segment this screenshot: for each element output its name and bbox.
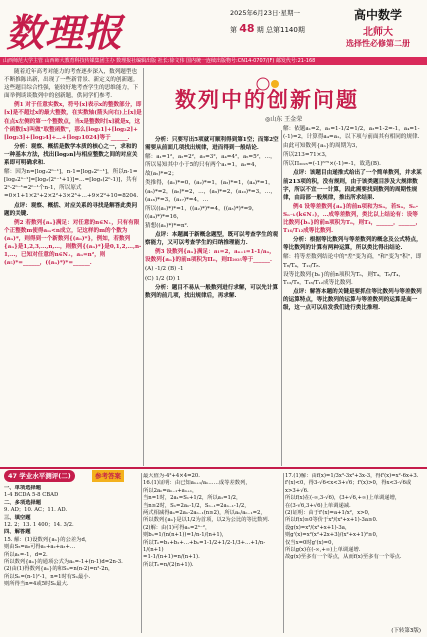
paragraph: 则所得当n=4或5时Sₙ最大. [4,581,69,588]
column-divider [141,473,142,633]
paragraph: 所以Tₙ=b₁+b₂+…+bₙ=1-1/2+1/2-1/3+…+1/n-1/(n+1) [143,539,266,554]
answer-column-3 [285,473,423,635]
answer-column-1 [4,485,139,635]
paragraph: 分析：观察、概括是数学本质的核心之一，求和的一种基本方法，找出[log₂n]与相应整数之间的对应关系即可明确求和. [4,143,138,167]
paragraph: 所以a₁=-1，d=2. [4,551,48,558]
paragraph: 则g'(x)=x²(x²+2x+3)/(x²+x+1)²≥0， [285,532,382,539]
paragraph: 类推得，(a₁)*=0，(a₂)*=1，(a₃)*=1，(a₄)*=1，(a₅)*=2，(a₆)*=2，…，(a₉)*=2，(a₁₀)*=3，…，(a₁₆)*=3，(a₁₇)*=4，… [145,180,276,203]
paragraph: 分析：只要写出5项就可顺利得到第1空；而第2空需要从前面几项找出规律，进而得到一般结论. [145,137,279,152]
paragraph: 所以数列{aₙ}的通项公式为aₙ=-1+(n-1)d=2n-3. [4,559,123,566]
paragraph: 1-4 BCDA 5-8 CBAD [4,492,59,499]
newspaper-logo: 数理报 [6,11,124,55]
paragraph: 由此可知数列{aₙ}的周期为3， [283,143,361,150]
paragraph: 所以数列{aₙ}是以1/2为首项，以2为公比的等比数列. [143,517,270,524]
paragraph: 设g(x)=x³/(x²+x+1)-3a， [285,524,351,531]
paragraph: 在(3-√6,3+√6)上单调递减. [285,502,351,509]
issue-no: 48 [239,22,255,35]
paragraph: 所以f(x)在(-∞,3-√6)，(3+√6,+∞)上单调递增， [285,495,401,502]
continued-note: (下转第3版) [391,628,421,634]
paragraph: 则由S₅=a₈可得a₁+a₂+a₃+… [4,544,76,551]
paragraph: 点评：该题目由递推式给出了一个简单数列，并求某前213项的积，没有规则，由于该类题目涉及大规律数字，所以不宜一一计算，因此需要找到数列的周期性规律，由局部一般规律，推出所求结果. [283,170,422,201]
paragraph: 解：a₁=1²，a₂=2²，a₃=3²，a₄=4²，a₅=5²，…，所以易知其中小于5的只有两个a₁=1，a₂=4， [145,154,276,169]
paragraph: 四、解答题 [4,529,31,536]
paragraph: 解：依题a₁=2，a₂=1-1/2=1/2，a₃=1-2=-1，a₄=1-(-1)=2，计算得a₄=a₁，以下项与前面其有相同的规律. [283,126,420,141]
paragraph: 15. 解：(1)设数列{aₙ}的公差为d， [4,536,91,543]
article-title: 数列中的创新问题 [175,88,359,112]
paragraph: 点评：观察、概括、对应关系的寻找是解答此类问题的关键. [4,202,138,217]
article-column-3 [283,125,423,466]
paragraph: 最大值为-4²+4×4=20. [143,473,200,479]
paragraph: 三、填空题 [4,514,31,521]
article-title-block [175,84,385,124]
paragraph: =1-1/(n+1)=n/(n+1). [143,554,200,561]
column-divider [143,68,144,466]
paragraph: 所以213=71×3， [283,152,331,159]
paragraph: (A) -1/2 (B) -1 [145,266,184,273]
issue-suffix: 期 总第1140期 [256,26,305,34]
paragraph: 分析：题目不易从一般数列进行求解，可以先计算数列的前几项，找出规律后，再求解. [145,284,279,299]
paragraph: (2)由(1)得数列{aₙ}的和Sₙ=n(n-2)=n²-2n， [4,566,114,573]
paragraph: 仅当x=0时g'(x)=0， [285,539,337,546]
paragraph: 例2 若数列{aₙ}满足：对任意的n∈N₊，只有有限个正整数m使得aₘ<n成立，记这样的m的个数为(aₙ)*，则得到一个新数列{(aₙ)*}，例如，若数列{aₙ}是1,2,3,…,n,…，则数列{(aₙ)*}是0,1,2,…,n-1,…，已知对任意的n∈N₊，aₙ=n²，则(a₅)*=______，((aₙ)*)*=______. [4,219,142,267]
answer-column-2 [143,473,281,635]
column-divider [281,130,282,466]
paragraph: 所以f(x)≥0等价于x³/(x²+x+1)-3a≥0. [285,517,378,524]
paragraph: 例1 对于任意实数x，符号[x]表示x的整数部分，即[x]是不超过x的最大整数，在实数轴(箭头向右)上[x]是在点x左侧的第一个整数点，当x是整数时[x]就是x，这个函数[x]叫做"取整函数"，那么[log₂1]+[log₂2]+[log₂3]+[log₂4]+…+[log₂1024]等于______. [4,102,142,141]
article-column-1 [4,68,142,466]
answer-section-badge: 参考答案 [92,470,124,482]
paragraph: 随着近年高考对能力的考查逐步深入，数列题型也不断推陈出新，出现了一些新背景、新定义的创新题。这些题目综合性强，能较好地考查学生的思维能力，下面举例谈谈数列中的创新题，供同学们参考. [4,69,139,100]
article-author: ◎山东 王金荣 [265,116,303,123]
paragraph: 一、单项选择题 [4,485,42,491]
paragraph: 所以Tₙ=n/(2(n+1)). [143,561,194,568]
paragraph: (2)解：由(1)可得aₙ=2ⁿ⁻²， [143,524,211,531]
edition-label: 北师大 [363,27,393,38]
answer-section-tag: 47 学业水平测评(二) [4,470,75,482]
paragraph: 所以Sₙ=(n-1)²-1，n=1时有Sₙ最小. [4,573,91,580]
column-divider [283,473,284,633]
paragraph: 12. 2；13. 1 400；14. 3/2. [4,522,74,529]
paragraph: 所以((a₁)*)*=1，((a₂)*)*=4，((a₃)*)*=9，((a₄)*)*=16， [145,205,258,220]
subject-label: 高中数学 [353,8,402,22]
section-divider [0,467,427,469]
paragraph: 两式相减得aₙ=2aₙ-2aₙ₋₁(n≥2)，所以aₙ/aₙ₋₁=2， [143,510,266,517]
paragraph: 二、多项选择题 [4,499,42,506]
paragraph: 例4 设等差数列{aₙ}的前n项和为Sₙ，若Sₙ，Sₙ-Sₙ₋ₖ(k∈N₊)，…成等差数列，类比以上结论有：设等比数列{bₙ}的前n项积为Tₙ，则T₄，______，______，T₁₆/T₁₂成等比数列. [283,203,422,235]
paragraph: 当n≥2时，Sₙ=2aₙ-1/2，Sₙ₋₁=2aₙ₋₁-1/2， [143,502,250,509]
paragraph: 故g(x)至多有一个零点，从而f(x)至多有一个零点. [285,554,402,561]
article-column-2 [145,136,279,466]
paragraph: 解：因为n=[log₂2ⁿ⁻¹]，n-1=[log₂2ⁿ⁻¹]，所以n-1=[log₂2ⁿ⁻¹]=[log₂(2ⁿ⁻¹+1)]=…=[log₂(2ⁿ-1)]，共有2ⁿ-2ⁿ⁻¹=2ⁿ⁻¹个n-1，所以原式=0×1+1×2¹+2×2²+3×2³+…+9×2⁹+10=8204. [4,169,139,200]
paragraph: 点评：本题属于新概念题型，既可以考查学生的观察能力，又可以考查学生的归纳推理能力. [145,232,279,247]
paragraph: 当n=1时，2a₁=S₁+1/2，所以a₁=1/2， [143,495,242,502]
paragraph: 分析：根据等比数列与等差数列的概念及公式特点，等比数列的计算有两种运算，所以类比得出结论. [283,237,422,252]
issue-date: 2025年6月23日·星期一 [230,9,301,17]
paragraph: 16.(1)证明：由已知aₙ₊₁/aₙ……成等差数列， [143,480,251,487]
paragraph: 猜想((aₙ)*)*=n². [145,222,189,229]
issue-prefix: 第 [230,26,237,34]
paragraph: (C) 1/2 (D) 1 [145,275,181,282]
paragraph: 所以2aₙ=aₙ₋₁+aₙ₊₁， [143,487,198,494]
issue-number [230,22,305,35]
paragraph: 解：将等差数列结论中的"差"变为商，"和"变为"积"，即T₈/T₄，T₁₂/T₈. [283,254,422,269]
subject-block [335,6,421,49]
publisher-info-bar: 山西师范大学主管 山西师大教育科技传媒集团主办 数理报社编辑出版 社长:徐文伟 国内统一连续出版物号:CN14-0707/(F) 邮发代号:21-168 [0,57,427,65]
paragraph: (2)证明：由于f'(x)=a+1/x²，x>0， [285,510,374,517]
paragraph: 所以Π₂₀₂₅=(-1)⁶⁷⁵×(-1)=-1，故选(B). [283,161,381,168]
paragraph: 所以g(x)在(-∞,+∞)上单调递增. [285,547,361,554]
paragraph: 故(a₅)*=2； [145,171,178,178]
paragraph: 17.(1)解：由f(x)=1/3x³-3x²+3x-3，得f'(x)=x²-6x+3. [285,473,419,479]
book-label: 选择性必修第二册 [346,39,410,48]
paragraph: 设等比数列{bₙ}的前n项积为Tₙ，则T₄，T₈/T₄，T₁₂/T₈，T₁₆/T₁₂成等比数列. [283,271,404,286]
paragraph: 例3 设数列{aₙ}满足：a₁=2，aₙ₊₁=1-1/aₙ，设数列{aₙ}的前n项积为Πₙ，则Π₂₀₂₅等于______. [145,249,275,264]
paragraph: 点评：解答本题的关键是要抓住等比数列与等差数列的运算特点，等比数列的运算与等差数列的运算是高一级，这一点可以启发我们进行类比推理. [283,288,422,311]
paragraph: f'(x)<0，得3-√6<x<3+√6；f'(x)>0，得x<3-√6或x>3+√6. [285,480,412,494]
paragraph: 则bₙ=1/(n(n+1))=1/n-1/(n+1)， [143,532,228,539]
masthead [0,0,427,58]
paragraph: 9. AD；10. AC；11. AD. [4,507,68,514]
